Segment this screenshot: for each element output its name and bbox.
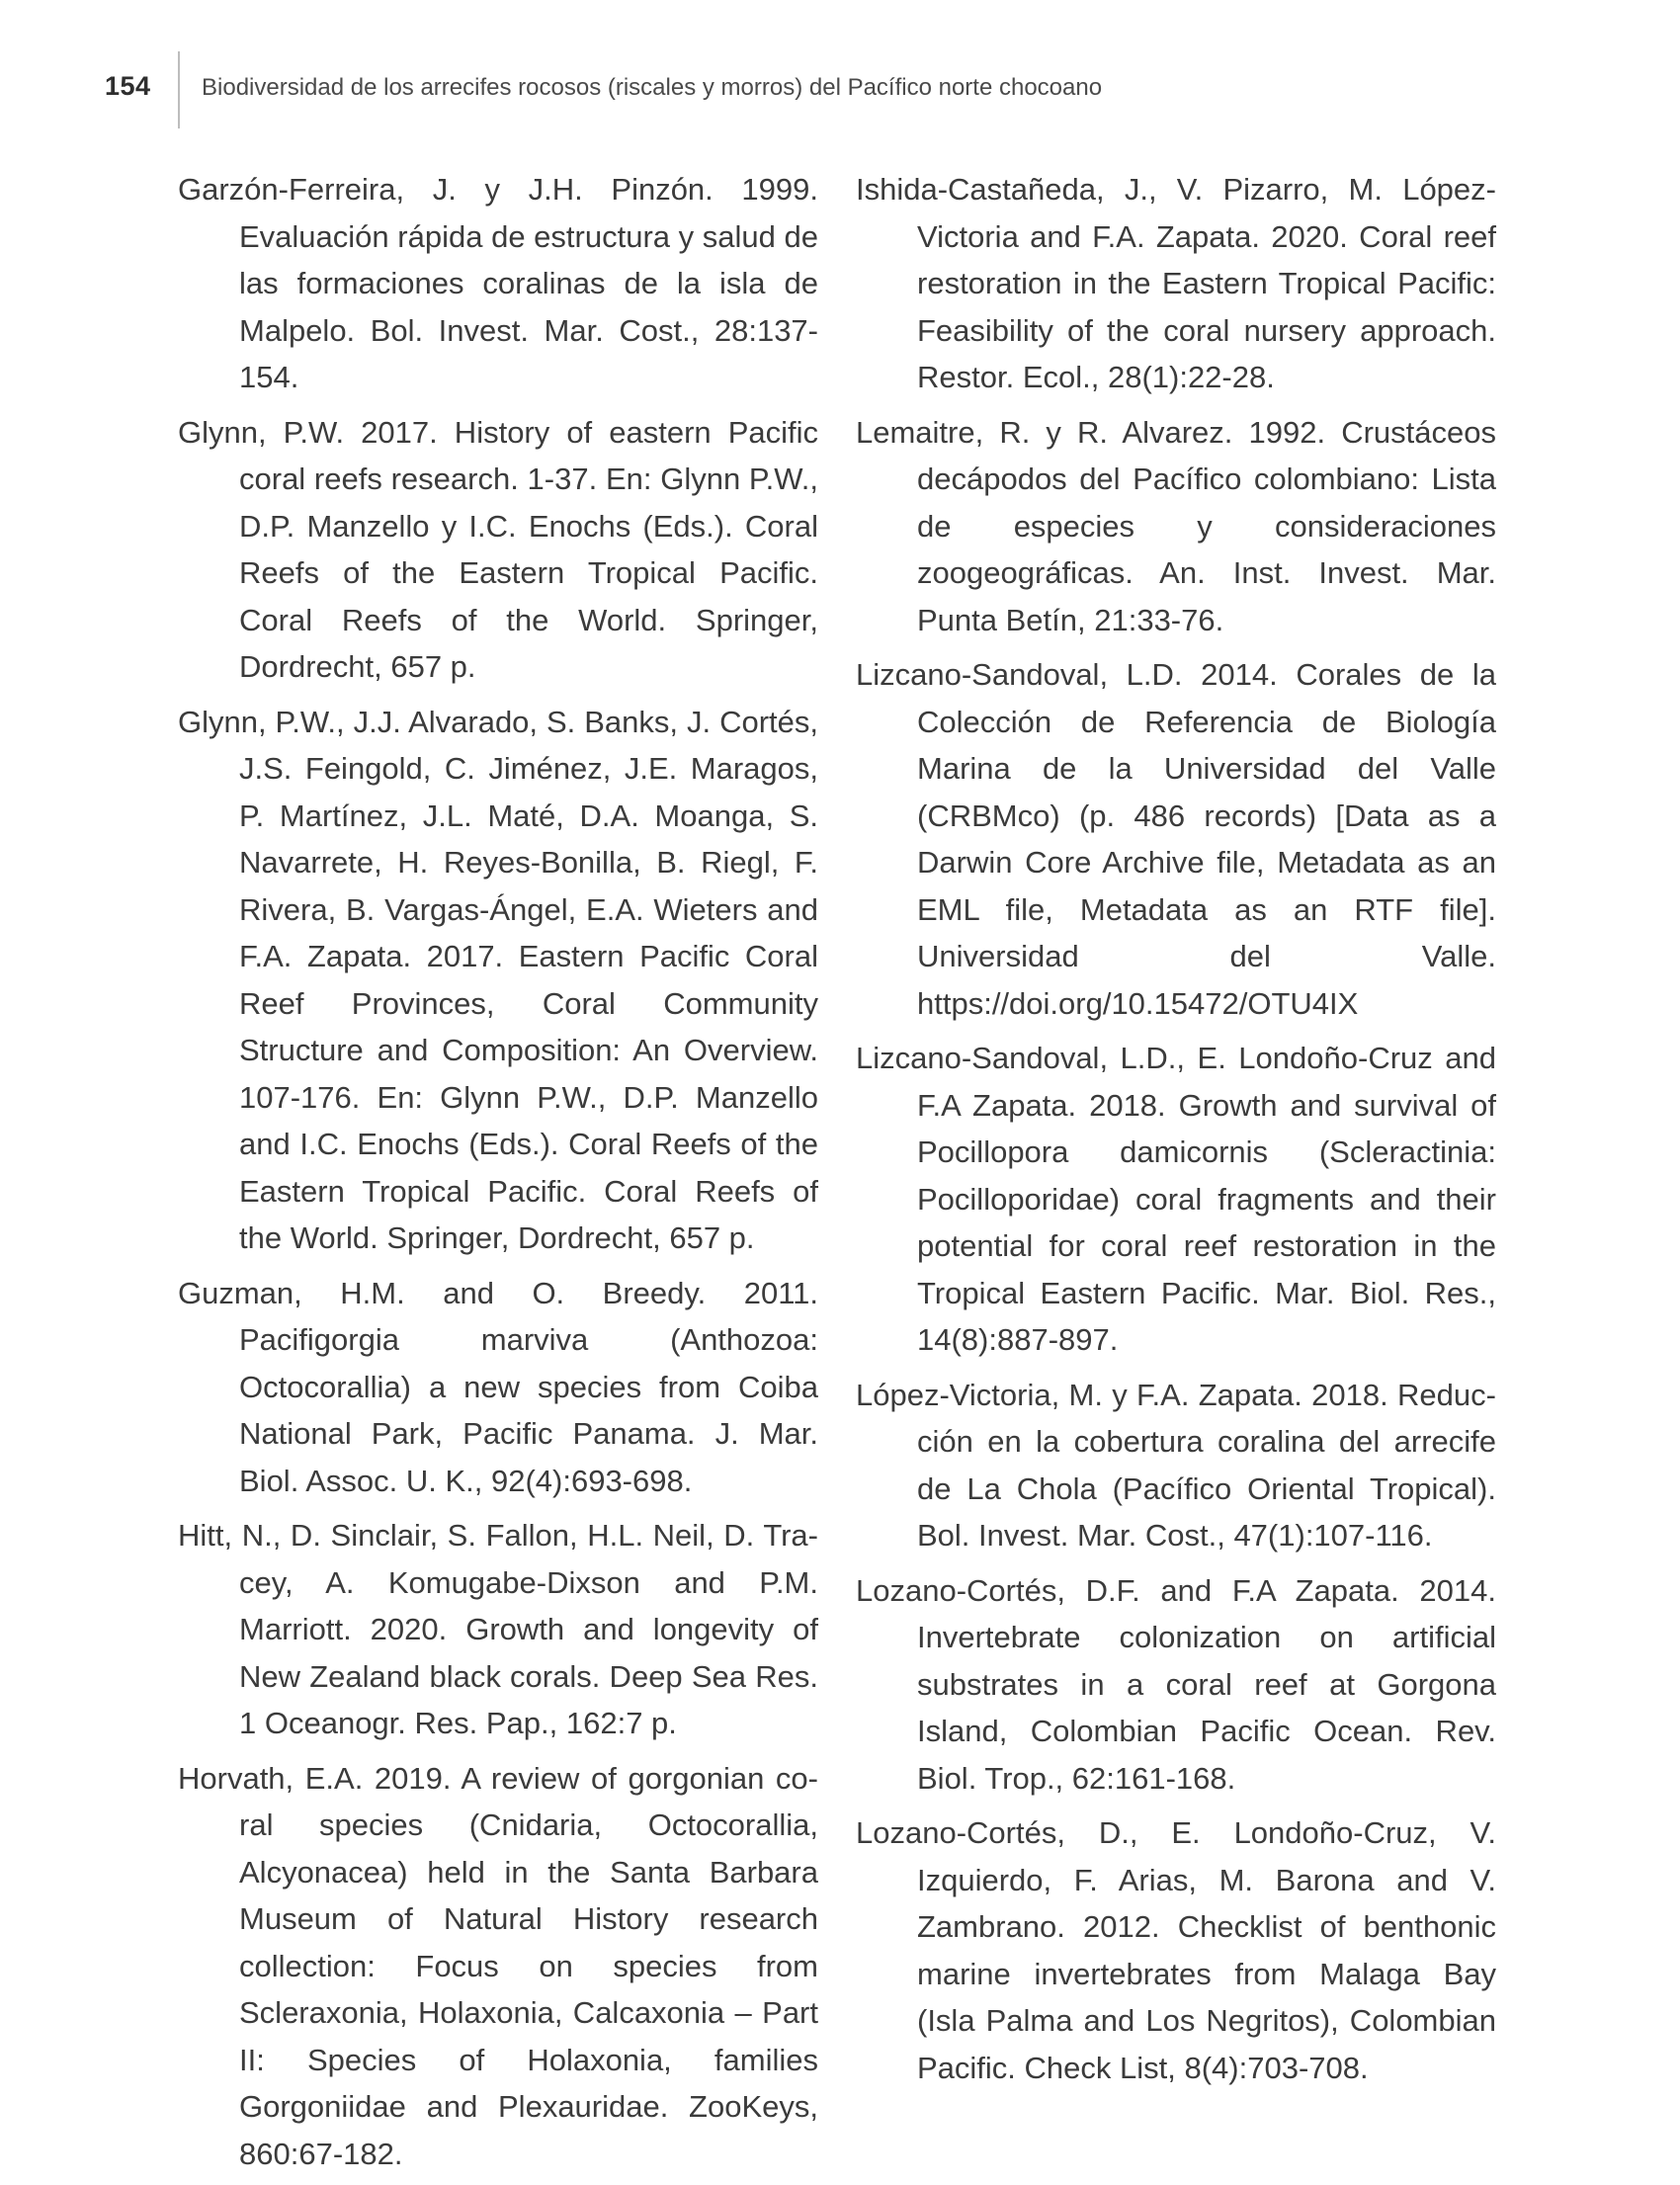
reference-entry: Lozano-Cortés, D., E. Londoño-Cruz, V. Izquierdo, F. Arias, M. Barona and V. Zambrano. 2012. Checklist of benthonic marine invertebrates from Malaga Bay (Isla Palma and Los Negritos), Colombian Pacific. Check List, 8(4):703-708.	[856, 1815, 1496, 2085]
header-divider	[178, 51, 180, 128]
reference-entry: Lizcano-Sandoval, L.D. 2014. Corales de la Colección de Referencia de Biología Marina de la Universidad del Valle (CRBMco) (p. 486 records) [Data as a Darwin Core Archive file, Metadata as an EML file, Metadata as an RTF file]. Universidad del Valle. https://doi.org/10.15472/OTU4IX	[856, 657, 1496, 1021]
reference-entry: Garzón-Ferreira, J. y J.H. Pinzón. 1999. Evaluación rápida de estructura y salud de las formaciones coralinas de la isla de Malpelo. Bol. Invest. Mar. Cost., 28:137-154.	[178, 172, 818, 394]
reference-entry: Horvath, E.A. 2019. A review of gorgonian coral species (Cnidaria, Octocorallia, Alcyonacea) held in the Santa Barbara Museum of Natural History research collection: Focus on species from Scleraxonia, Holaxonia, Calcaxonia – Part II: Species of Holaxonia, families Gorgoniidae and Plexauridae. ZooKeys, 860:67-182.	[178, 1760, 818, 2171]
reference-entry: Hitt, N., D. Sinclair, S. Fallon, H.L. Neil, D. Tracey, A. Komugabe-Dixson and P.M. Marriott. 2020. Growth and longevity of New Zealand black corals. Deep Sea Res. 1 Oceanogr. Res. Pap., 162:7 p.	[178, 1518, 818, 1740]
running-title: Biodiversidad de los arrecifes rocosos (riscales y morros) del Pacífico norte chocoano	[202, 74, 1103, 101]
reference-entry: Lemaitre, R. y R. Alvarez. 1992. Crustáceos decápodos del Pacífico colombiano: Lista de especies y consideraciones zoogeográficas. An. Inst. Invest. Mar. Punta Betín, 21:33-76.	[856, 414, 1496, 637]
reference-entry: Lozano-Cortés, D.F. and F.A Zapata. 2014. Invertebrate colonization on artificial substrates in a coral reef at Gorgona Island, Colombian Pacific Ocean. Rev. Biol. Trop., 62:161-168.	[856, 1572, 1496, 1796]
reference-entry: Glynn, P.W., J.J. Alvarado, S. Banks, J. Cortés, J.S. Feingold, C. Jiménez, J.E. Maragos, P. Martínez, J.L. Maté, D.A. Moanga, S. Navarrete, H. Reyes-Bonilla, B. Riegl, F. Rivera, B. Vargas-Ángel, E.A. Wieters and F.A. Zapata. 2017. Eastern Pacific Coral Reef Provinces, Coral Community Structure and Composition: An Overview. 107-176. En: Glynn P.W., D.P. Manzello and I.C. Enochs (Eds.). Coral Reefs of the Eastern Tropical Pacific. Coral Reefs of the World. Springer, Dordrecht, 657 p.	[178, 704, 818, 1255]
reference-entry: Ishida-Castañeda, J., V. Pizarro, M. López-Victoria and F.A. Zapata. 2020. Coral reef restoration in the Eastern Tropical Pacific: Feasibility of the coral nursery approach. Restor. Ecol., 28(1):22-28.	[856, 172, 1496, 394]
page-header	[0, 0, 1680, 138]
page-number: 154	[105, 71, 151, 101]
reference-entry: Lizcano-Sandoval, L.D., E. Londoño-Cruz and F.A Zapata. 2018. Growth and survival of Pocillopora damicornis (Scleractinia: Pocilloporidae) coral fragments and their potential for coral reef restoration in the Tropical Eastern Pacific. Mar. Biol. Res., 14(8):887-897.	[856, 1041, 1496, 1357]
reference-entry: Guzman, H.M. and O. Breedy. 2011. Pacifigorgia marviva (Anthozoa: Octocorallia) a new species from Coiba National Park, Pacific Panama. J. Mar. Biol. Assoc. U. K., 92(4):693-698.	[178, 1275, 818, 1498]
reference-entry: López-Victoria, M. y F.A. Zapata. 2018. Reducción en la cobertura coralina del arrecife de La Chola (Pacífico Oriental Tropical). Bol. Invest. Mar. Cost., 47(1):107-116.	[856, 1377, 1496, 1553]
reference-entry: Glynn, P.W. 2017. History of eastern Pacific coral reefs research. 1-37. En: Glynn P.W., D.P. Manzello y I.C. Enochs (Eds.). Coral Reefs of the Eastern Tropical Pacific. Coral Reefs of the World. Springer, Dordrecht, 657 p.	[178, 414, 818, 684]
references-left-column	[178, 166, 818, 2185]
references-right-column	[856, 166, 1496, 2099]
